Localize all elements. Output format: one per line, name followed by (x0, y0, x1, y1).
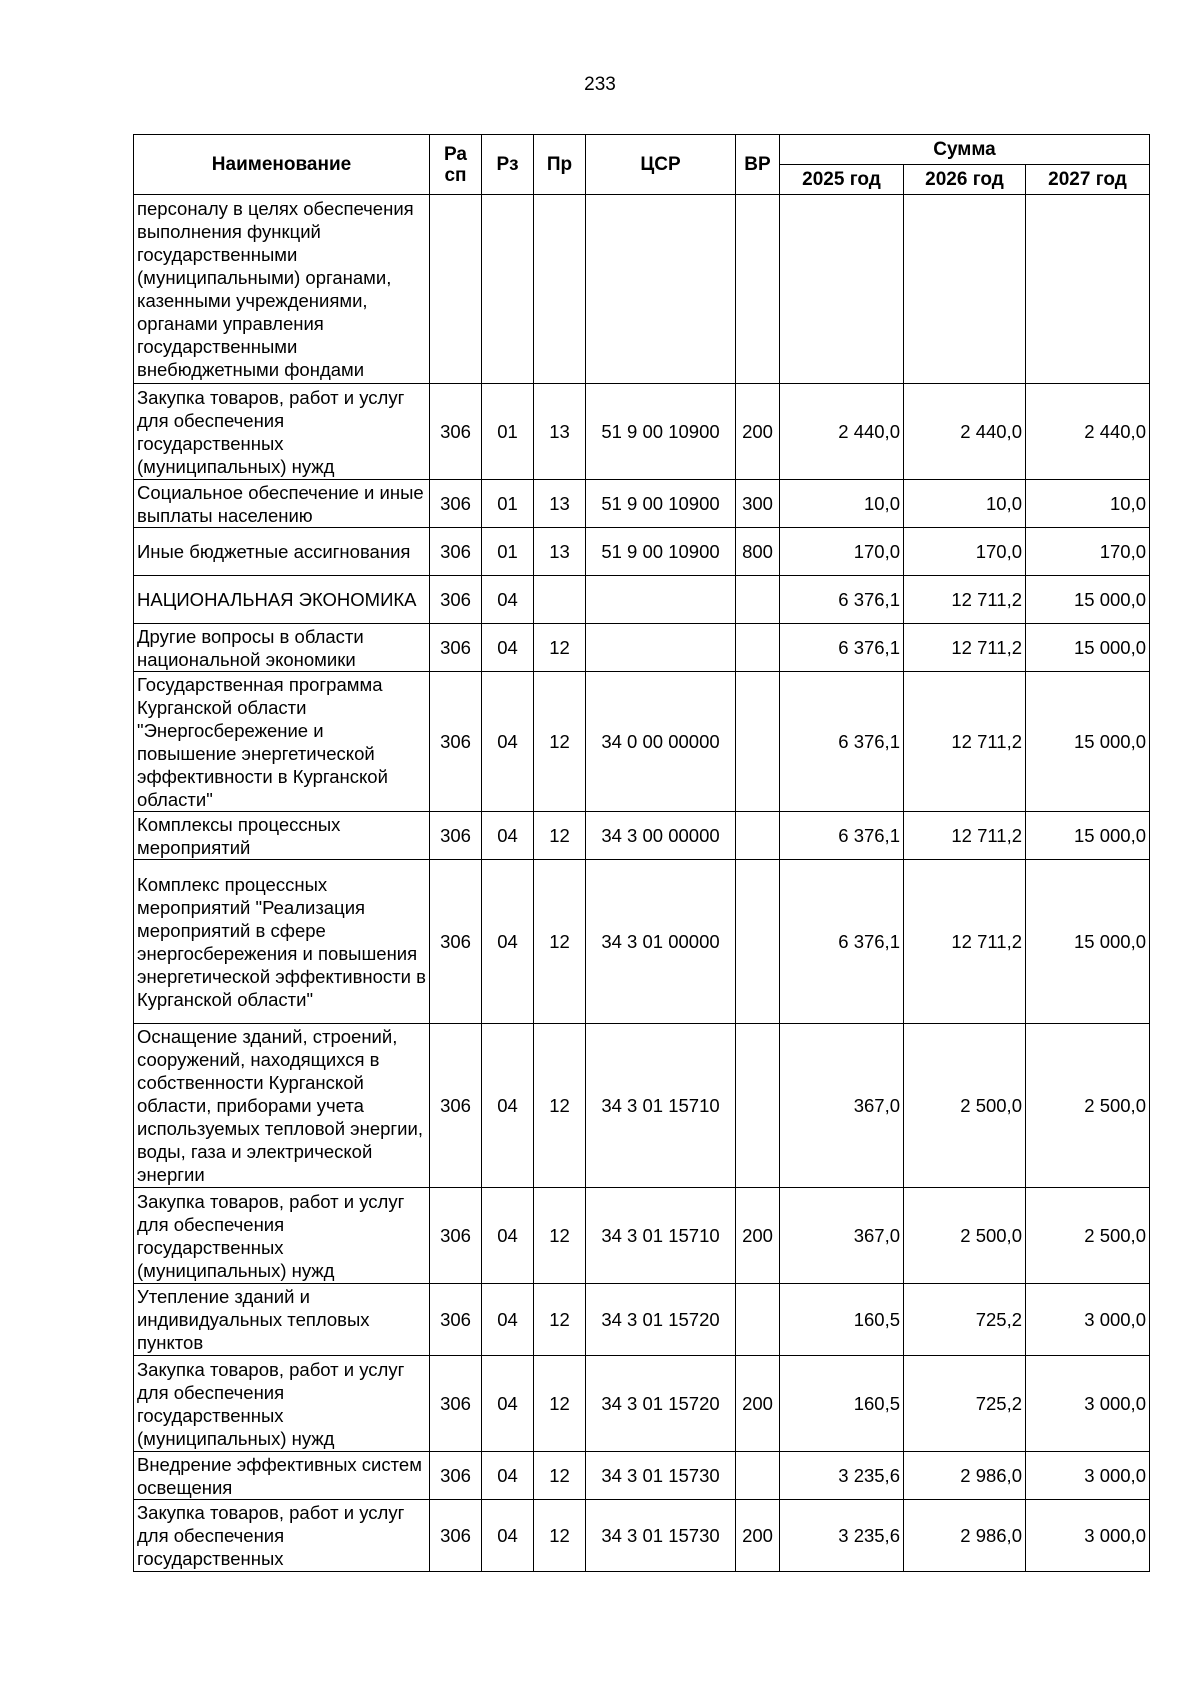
table-row (134, 1452, 1150, 1500)
cell-pr: 12 (534, 860, 586, 1024)
cell-name: персоналу в целях обеспечения выполнения функций государственными (муниципальными) органами, казенными учреждениями, органами управления государственными внебюджетными фондами (134, 195, 430, 384)
cell-y2026: 12 711,2 (904, 624, 1026, 672)
cell-csr: 34 3 00 00000 (586, 812, 736, 860)
cell-y2027: 2 500,0 (1026, 1188, 1150, 1284)
cell-y2025: 160,5 (780, 1356, 904, 1452)
cell-rasp: 306 (430, 672, 482, 812)
cell-y2026: 12 711,2 (904, 576, 1026, 624)
table-row (134, 528, 1150, 576)
table-row (134, 1284, 1150, 1356)
cell-name: Закупка товаров, работ и услуг для обеспечения государственных (муниципальных) нужд (134, 384, 430, 480)
cell-csr: 51 9 00 10900 (586, 384, 736, 480)
cell-y2026: 725,2 (904, 1284, 1026, 1356)
cell-y2025: 2 440,0 (780, 384, 904, 480)
cell-y2027: 10,0 (1026, 480, 1150, 528)
cell-name: Закупка товаров, работ и услуг для обеспечения государственных (муниципальных) нужд (134, 1188, 430, 1284)
cell-rz: 04 (482, 672, 534, 812)
cell-rz: 04 (482, 1500, 534, 1572)
cell-rasp: 306 (430, 1452, 482, 1500)
cell-pr (534, 576, 586, 624)
cell-vr (736, 860, 780, 1024)
cell-csr: 34 3 01 15720 (586, 1356, 736, 1452)
cell-rz: 04 (482, 1356, 534, 1452)
header-pr: Пр (534, 135, 586, 195)
table-header (134, 135, 1150, 195)
cell-y2027: 15 000,0 (1026, 812, 1150, 860)
cell-y2027: 15 000,0 (1026, 576, 1150, 624)
cell-y2026: 2 500,0 (904, 1188, 1026, 1284)
cell-name: Социальное обеспечение и иные выплаты населению (134, 480, 430, 528)
cell-y2025: 170,0 (780, 528, 904, 576)
cell-name: НАЦИОНАЛЬНАЯ ЭКОНОМИКА (134, 576, 430, 624)
cell-csr (586, 195, 736, 384)
cell-pr: 12 (534, 1356, 586, 1452)
cell-rasp: 306 (430, 624, 482, 672)
cell-csr: 51 9 00 10900 (586, 528, 736, 576)
header-sum: Сумма (780, 135, 1150, 165)
cell-vr: 300 (736, 480, 780, 528)
cell-rasp (430, 195, 482, 384)
table-row (134, 1356, 1150, 1452)
cell-name: Государственная программа Курганской области "Энергосбережение и повышение энергетической эффективности в Курганской области" (134, 672, 430, 812)
cell-y2025: 6 376,1 (780, 672, 904, 812)
cell-y2026: 12 711,2 (904, 812, 1026, 860)
cell-vr (736, 1284, 780, 1356)
cell-y2027: 3 000,0 (1026, 1452, 1150, 1500)
cell-y2025: 6 376,1 (780, 812, 904, 860)
cell-csr: 34 3 01 15730 (586, 1452, 736, 1500)
table-row (134, 1188, 1150, 1284)
budget-table (133, 134, 1150, 1572)
cell-rasp: 306 (430, 1024, 482, 1188)
cell-rasp: 306 (430, 480, 482, 528)
cell-y2027: 15 000,0 (1026, 860, 1150, 1024)
cell-rasp: 306 (430, 1500, 482, 1572)
cell-pr: 13 (534, 480, 586, 528)
cell-rz: 04 (482, 812, 534, 860)
header-2026: 2026 год (904, 165, 1026, 195)
cell-y2027: 3 000,0 (1026, 1356, 1150, 1452)
cell-rasp: 306 (430, 576, 482, 624)
table-row (134, 576, 1150, 624)
cell-y2027: 3 000,0 (1026, 1500, 1150, 1572)
cell-csr: 34 3 01 15730 (586, 1500, 736, 1572)
cell-rz: 04 (482, 624, 534, 672)
cell-y2026: 725,2 (904, 1356, 1026, 1452)
cell-vr (736, 624, 780, 672)
cell-csr: 34 3 01 15710 (586, 1188, 736, 1284)
cell-rz: 04 (482, 860, 534, 1024)
cell-y2027: 170,0 (1026, 528, 1150, 576)
cell-rz: 04 (482, 1188, 534, 1284)
cell-y2026: 2 500,0 (904, 1024, 1026, 1188)
cell-name: Закупка товаров, работ и услуг для обеспечения государственных (муниципальных) нужд (134, 1356, 430, 1452)
cell-y2026: 2 986,0 (904, 1500, 1026, 1572)
cell-name: Закупка товаров, работ и услуг для обеспечения государственных (134, 1500, 430, 1572)
cell-y2025: 3 235,6 (780, 1500, 904, 1572)
header-rz: Рз (482, 135, 534, 195)
table-row (134, 480, 1150, 528)
cell-pr: 13 (534, 528, 586, 576)
cell-vr (736, 1452, 780, 1500)
cell-y2027: 2 500,0 (1026, 1024, 1150, 1188)
cell-name: Оснащение зданий, строений, сооружений, находящихся в собственности Курганской области, приборами учета используемых тепловой энергии, воды, газа и электрической энергии (134, 1024, 430, 1188)
table-body (134, 195, 1150, 1572)
cell-y2025: 367,0 (780, 1024, 904, 1188)
table-row (134, 672, 1150, 812)
table-row (134, 195, 1150, 384)
table-row (134, 1500, 1150, 1572)
cell-vr: 200 (736, 1356, 780, 1452)
cell-y2025: 6 376,1 (780, 860, 904, 1024)
cell-rasp: 306 (430, 384, 482, 480)
cell-name: Иные бюджетные ассигнования (134, 528, 430, 576)
cell-name: Комплекс процессных мероприятий "Реализация мероприятий в сфере энергосбережения и повышения энергетической эффективности в Курганской области" (134, 860, 430, 1024)
cell-vr: 200 (736, 384, 780, 480)
cell-pr (534, 195, 586, 384)
cell-rz: 04 (482, 576, 534, 624)
cell-vr (736, 812, 780, 860)
cell-y2027: 15 000,0 (1026, 672, 1150, 812)
cell-pr: 12 (534, 1500, 586, 1572)
cell-y2027 (1026, 195, 1150, 384)
cell-name: Комплексы процессных мероприятий (134, 812, 430, 860)
cell-y2027: 3 000,0 (1026, 1284, 1150, 1356)
table-row (134, 860, 1150, 1024)
header-vr: ВР (736, 135, 780, 195)
cell-csr (586, 576, 736, 624)
cell-rz: 01 (482, 480, 534, 528)
cell-vr (736, 672, 780, 812)
cell-y2025: 6 376,1 (780, 576, 904, 624)
cell-vr (736, 195, 780, 384)
table-row (134, 812, 1150, 860)
header-2027: 2027 год (1026, 165, 1150, 195)
cell-y2025: 10,0 (780, 480, 904, 528)
table-row (134, 1024, 1150, 1188)
cell-pr: 12 (534, 1452, 586, 1500)
cell-name: Другие вопросы в области национальной экономики (134, 624, 430, 672)
cell-y2025: 160,5 (780, 1284, 904, 1356)
cell-csr: 34 3 01 15720 (586, 1284, 736, 1356)
cell-rasp: 306 (430, 860, 482, 1024)
table-row (134, 624, 1150, 672)
cell-y2027: 2 440,0 (1026, 384, 1150, 480)
cell-csr: 34 3 01 15710 (586, 1024, 736, 1188)
cell-y2025: 3 235,6 (780, 1452, 904, 1500)
cell-vr (736, 576, 780, 624)
cell-vr: 200 (736, 1188, 780, 1284)
page-number: 233 (584, 74, 616, 95)
cell-rz: 04 (482, 1024, 534, 1188)
cell-y2026: 12 711,2 (904, 860, 1026, 1024)
cell-y2026 (904, 195, 1026, 384)
cell-pr: 12 (534, 1188, 586, 1284)
cell-csr: 34 3 01 00000 (586, 860, 736, 1024)
cell-rasp: 306 (430, 1188, 482, 1284)
cell-csr (586, 624, 736, 672)
cell-name: Утепление зданий и индивидуальных тепловых пунктов (134, 1284, 430, 1356)
cell-pr: 13 (534, 384, 586, 480)
cell-y2026: 12 711,2 (904, 672, 1026, 812)
cell-pr: 12 (534, 672, 586, 812)
cell-y2026: 2 986,0 (904, 1452, 1026, 1500)
cell-y2026: 2 440,0 (904, 384, 1026, 480)
cell-y2025: 367,0 (780, 1188, 904, 1284)
cell-y2026: 10,0 (904, 480, 1026, 528)
cell-y2025 (780, 195, 904, 384)
cell-rz: 04 (482, 1284, 534, 1356)
cell-rz: 04 (482, 1452, 534, 1500)
cell-y2027: 15 000,0 (1026, 624, 1150, 672)
cell-y2026: 170,0 (904, 528, 1026, 576)
cell-csr: 34 0 00 00000 (586, 672, 736, 812)
table-row (134, 384, 1150, 480)
header-name: Наименование (134, 135, 430, 195)
cell-vr: 200 (736, 1500, 780, 1572)
cell-pr: 12 (534, 624, 586, 672)
cell-name: Внедрение эффективных систем освещения (134, 1452, 430, 1500)
header-csr: ЦСР (586, 135, 736, 195)
header-rasp: Ра сп (430, 135, 482, 195)
cell-rasp: 306 (430, 1356, 482, 1452)
cell-rasp: 306 (430, 1284, 482, 1356)
cell-pr: 12 (534, 812, 586, 860)
cell-vr (736, 1024, 780, 1188)
cell-rz (482, 195, 534, 384)
cell-rasp: 306 (430, 812, 482, 860)
cell-rz: 01 (482, 528, 534, 576)
cell-pr: 12 (534, 1284, 586, 1356)
cell-rz: 01 (482, 384, 534, 480)
cell-pr: 12 (534, 1024, 586, 1188)
cell-vr: 800 (736, 528, 780, 576)
cell-rasp: 306 (430, 528, 482, 576)
cell-csr: 51 9 00 10900 (586, 480, 736, 528)
header-2025: 2025 год (780, 165, 904, 195)
cell-y2025: 6 376,1 (780, 624, 904, 672)
